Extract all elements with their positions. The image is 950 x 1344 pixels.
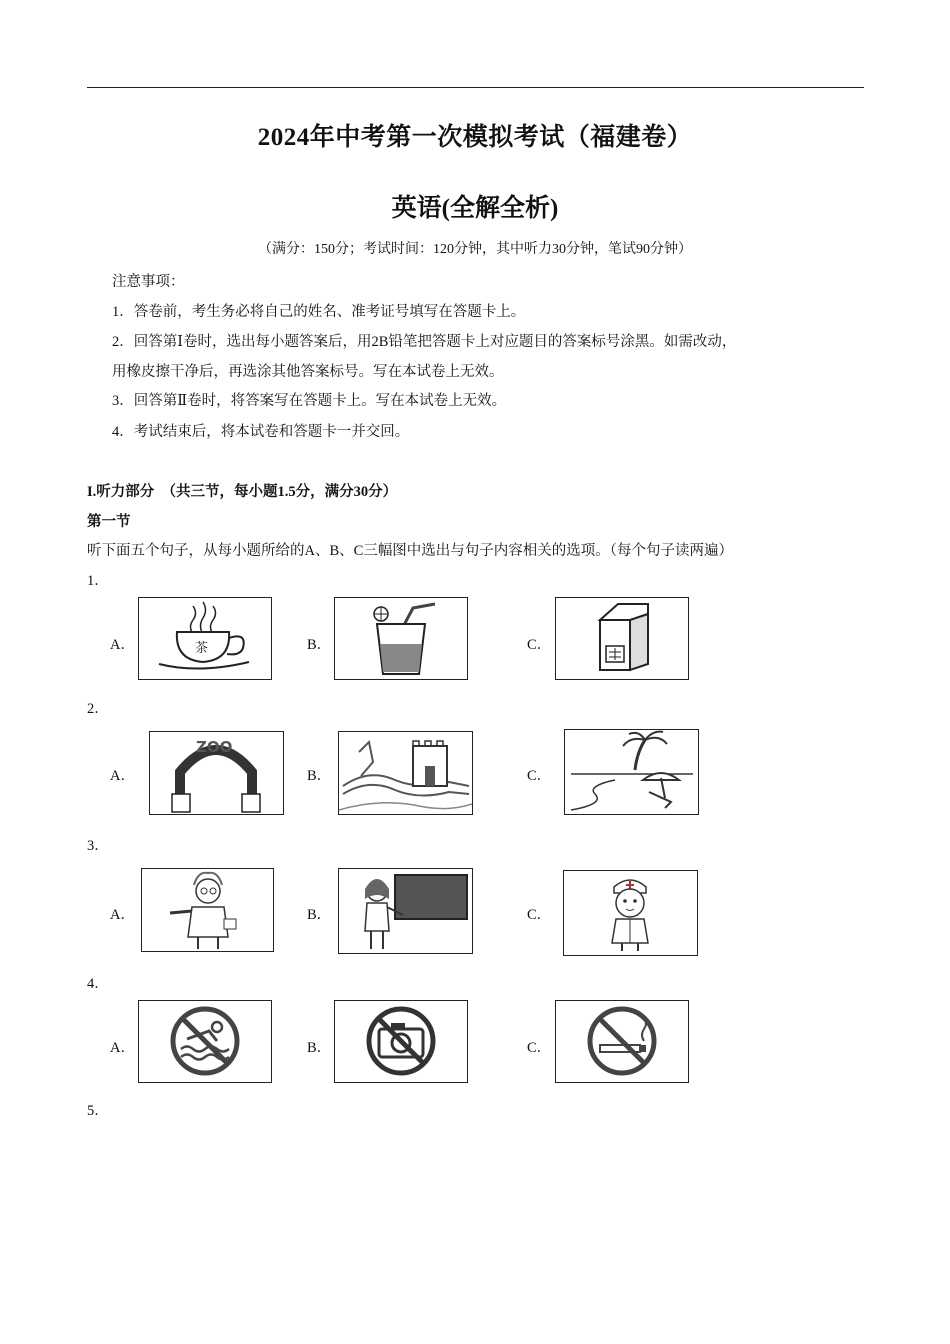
no-smoking-icon bbox=[555, 1000, 689, 1083]
question-number: 3． bbox=[87, 838, 109, 854]
option-label: B． bbox=[307, 1040, 332, 1056]
note-item: 2．回答第Ⅰ卷时，选出每小题答案后，用2B铅笔把答题卡上对应题目的答案标号涂黑。如需改动， bbox=[112, 334, 737, 350]
tea-cup-icon bbox=[138, 597, 272, 680]
teacher-icon bbox=[338, 868, 473, 954]
notes-heading: 注意事项： bbox=[112, 274, 185, 290]
option-label: C． bbox=[527, 1040, 552, 1056]
tea-label: 茶 bbox=[195, 641, 209, 656]
note-item: 用橡皮擦干净后，再选涂其他答案标号。写在本试卷上无效。 bbox=[112, 364, 504, 380]
option-label: A． bbox=[110, 637, 135, 653]
great-wall-icon bbox=[338, 731, 473, 815]
section-heading: I.听力部分 （共三节，每小题1.5分，满分30分） bbox=[87, 484, 398, 500]
question-number: 2． bbox=[87, 701, 109, 717]
option-label: C． bbox=[527, 907, 552, 923]
instruction: 听下面五个句子，从每小题所给的A、B、C三幅图中选出与句子内容相关的选项。（每个句子读两遍） bbox=[87, 543, 734, 559]
score-line: （满分：150分；考试时间：120分钟，其中听力30分钟，笔试90分钟） bbox=[258, 242, 692, 257]
milk-carton-icon bbox=[555, 597, 689, 680]
option-label: B． bbox=[307, 637, 332, 653]
doctor-icon bbox=[563, 870, 698, 956]
question-number: 4． bbox=[87, 976, 109, 992]
note-item: 3．回答第Ⅱ卷时，将答案写在答题卡上。写在本试卷上无效。 bbox=[112, 393, 507, 409]
option-label: A． bbox=[110, 768, 135, 784]
no-photo-icon bbox=[334, 1000, 468, 1083]
option-label: A． bbox=[110, 1040, 135, 1056]
option-label: C． bbox=[527, 637, 552, 653]
zoo-label: ZOO bbox=[196, 738, 233, 756]
question-number: 1． bbox=[87, 573, 109, 589]
note-item: 4．考试结束后，将本试卷和答题卡一并交回。 bbox=[112, 424, 410, 440]
part-heading: 第一节 bbox=[87, 514, 131, 530]
zoo-gate-icon bbox=[149, 731, 284, 815]
page-title: 2024年中考第一次模拟考试（福建卷） bbox=[257, 124, 693, 151]
option-label: B． bbox=[307, 768, 332, 784]
question-number: 5． bbox=[87, 1103, 109, 1119]
page-subtitle: 英语(全解全析) bbox=[391, 195, 559, 222]
option-label: A． bbox=[110, 907, 135, 923]
juice-glass-icon bbox=[334, 597, 468, 680]
no-swimming-icon bbox=[138, 1000, 272, 1083]
top-rule bbox=[87, 87, 864, 88]
note-item: 1．答卷前，考生务必将自己的姓名、准考证号填写在答题卡上。 bbox=[112, 304, 526, 320]
scientist-icon bbox=[141, 868, 274, 952]
beach-icon bbox=[564, 729, 699, 815]
option-label: B． bbox=[307, 907, 332, 923]
option-label: C． bbox=[527, 768, 552, 784]
